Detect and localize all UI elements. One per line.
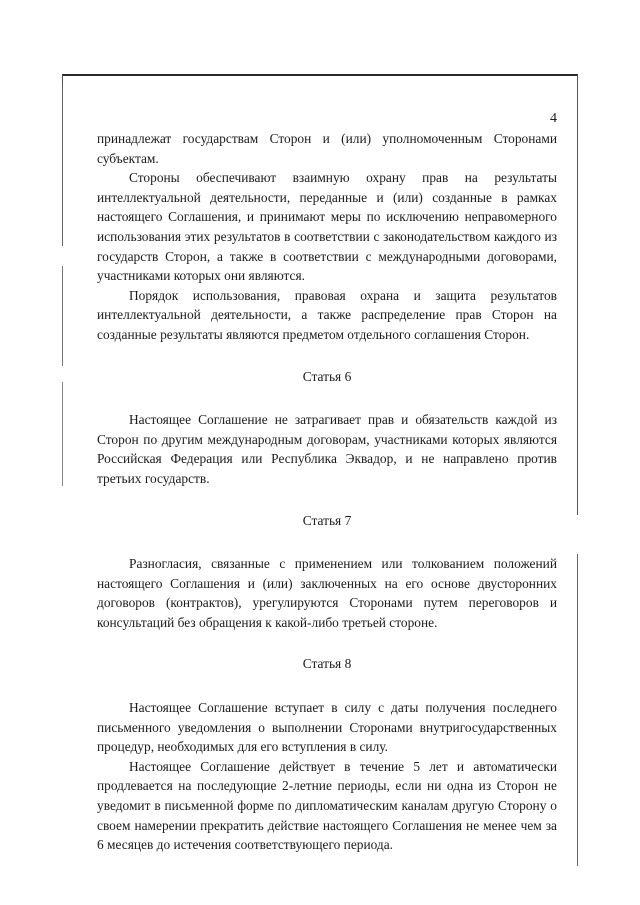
page-number: 4 [550, 111, 557, 126]
scan-frame-top [62, 74, 578, 88]
paragraph-continuation: принадлежат государствам Сторон и (или) уполномоченным Сторонами субъектам. [97, 131, 557, 166]
document-page [97, 110, 557, 855]
paragraph-ip-protection: Стороны обеспечивают взаимную охрану прав на результаты интеллектуальной деятельности, переданные и (или) созданные в рамках настоящего Соглашения, и принимают меры по исключению неправомерного использования этих результатов в соответствии с законодательством каждого из государств Сторон, а также в соответствии с международными договорами, участниками которых они являются. [97, 170, 557, 284]
article-7-heading: Статья 7 [302, 512, 352, 528]
paragraph-ip-usage: Порядок использования, правовая охрана и защита результатов интеллектуальной деятельности, а также распределение прав Сторон на созданные результаты являются предметом отдельного соглашения Сторон. [97, 287, 557, 342]
paragraph-article-8-duration: Настоящее Соглашение действует в течение 5 лет и автоматически продлевается на последующие 2-летние периоды, если ни одна из Сторон не уведомит в письменной форме по дипломатическим каналам другую Сторону о своем намерении прекратить действие настоящего Соглашения не менее чем за 6 месяцев до истечения соответствующего периода. [97, 758, 557, 853]
paragraph-article-8-entry-into-force: Настоящее Соглашение вступает в силу с даты получения последнего письменного уведомления о выполнении Сторонами внутригосударственных процедур, необходимых для его вступления в силу. [97, 700, 557, 755]
paragraph-article-6: Настоящее Соглашение не затрагивает прав и обязательств каждой из Сторон по другим международным договорам, участниками которых являются Российская Федерация или Республика Эквадор, и не направлено против третьих государств. [97, 412, 557, 486]
scan-edge-left [62, 86, 63, 486]
article-8-heading: Статья 8 [302, 656, 352, 672]
scan-edge-right [577, 86, 578, 866]
article-6-heading: Статья 6 [302, 368, 352, 384]
paragraph-article-7: Разногласия, связанные с применением или толкованием положений настоящего Соглашения и (или) заключенных на его основе двусторонних договоров (контрактов), урегулируются Сторонами путем переговоров и консультаций без обращения к какой-либо третьей стороне. [97, 556, 557, 630]
